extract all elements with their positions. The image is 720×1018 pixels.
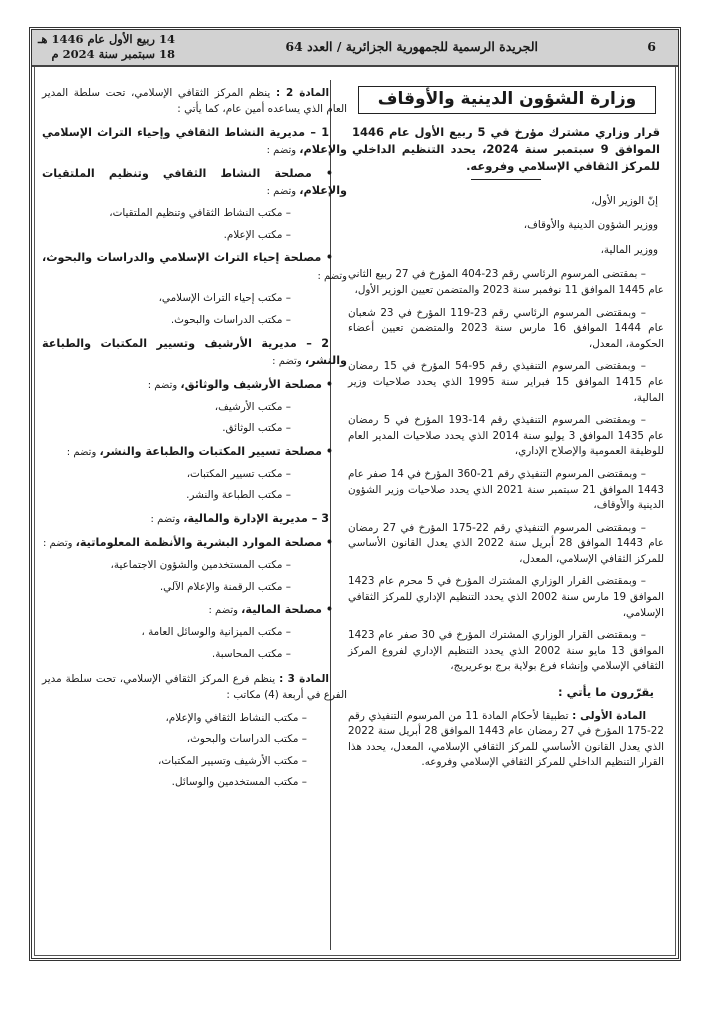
office-item: – مكتب تسيير المكتبات،: [186, 467, 291, 480]
office-item: – مكتب المستخدمين والوسائل.: [171, 776, 307, 789]
decision-heading: يقرّرون ما يأتي :: [558, 685, 654, 700]
includes-label: وتضم :: [266, 145, 300, 157]
service-heading: [42, 534, 347, 552]
consideration: – وبمقتضى المرسوم الرئاسي رقم 23-119 المؤرخ في 23 شعبان عام 1444 الموافق 16 مارس سنة 2023 والمتضمن تعيين أعضاء الحكومة، المعدل،: [348, 306, 664, 350]
directorate-2-title: 2 – مديرية الأرشيف وتسيير المكتبات والطباعة والنشر،: [42, 336, 347, 367]
journal-header: [32, 30, 678, 67]
consideration: – وبمقتضى المرسوم التنفيذي رقم 95-54 المؤرخ في 15 رمضان عام 1415 الموافق 15 فبراير سنة 1995 الذي يحدد صلاحيات وزير المالية،: [348, 360, 664, 404]
office-item: – مكتب إحياء التراث الإسلامي،: [158, 292, 291, 305]
article-2-label: المادة 2 :: [275, 87, 330, 99]
service-title: • مصلحة الموارد البشرية والأنظمة المعلوماتية،: [75, 535, 333, 549]
office-item: – مكتب المحاسبة.: [211, 647, 291, 660]
includes-label: وتضم :: [147, 379, 181, 391]
directorate-3-title: 3 – مديرية الإدارة والمالية،: [183, 511, 329, 525]
includes-label: وتضم :: [266, 186, 300, 198]
service-heading: [42, 249, 347, 285]
consideration: – وبمقتضى القرار الوزاري المشترك المؤرخ في 30 صفر عام 1423 الموافق 13 مايو سنة 2002 الذي يحدد التنظيم الإداري لفروع المركز الثقافي الإسلامي وإنشاء فرع بولاية برج بوعريريج،: [348, 629, 664, 673]
directorate-heading: [42, 335, 347, 370]
title-separator: [471, 179, 541, 180]
office-item: – مكتب المستخدمين والشؤون الاجتماعية،: [110, 558, 291, 571]
journal-title: الجريدة الرسمية للجمهورية الجزائرية / العدد 64: [285, 39, 538, 54]
service-heading: [42, 376, 347, 394]
office-item: – مكتب الوثائق.: [222, 422, 291, 435]
service-heading: [42, 601, 347, 619]
article-2: [42, 86, 347, 117]
office-item: – مكتب النشاط الثقافي وتنظيم الملتقيات،: [109, 207, 291, 220]
left-column: [42, 86, 347, 797]
office-item: – مكتب الرقمنة والإعلام الآلي.: [159, 580, 291, 593]
office-item: – مكتب الميزانية والوسائل العامة ،: [141, 626, 291, 639]
directorate-heading: [42, 124, 347, 159]
article-3-text: ينظم فرع المركز الثقافي الإسلامي، تحت سلطة مدير الفرع في أربعة (4) مكاتب :: [42, 673, 347, 701]
date-gregorian: 18 سبتمبر سنة 2024 م: [51, 47, 175, 61]
page-frame: [29, 27, 681, 961]
consideration: – وبمقتضى القرار الوزاري المشترك المؤرخ في 5 محرم عام 1423 الموافق 19 مارس سنة 2002 الذي يحدد التنظيم الإداري للمركز الثقافي الإسلامي،: [348, 575, 664, 619]
service-heading: [42, 165, 347, 200]
service-title: • مصلحة المالية،: [241, 603, 333, 617]
includes-label: وتضم :: [150, 513, 184, 525]
article-1: [348, 709, 664, 771]
includes-label: وتضم :: [208, 605, 242, 617]
office-item: – مكتب الدراسات والبحوث،: [186, 733, 307, 746]
article-1-label: المادة الأولى :: [572, 709, 646, 722]
service-title: • مصلحة تسيير المكتبات والطباعة والنشر،: [99, 444, 333, 458]
service-title: • مصلحة النشاط الثقافي وتنظيم الملتقيات والإعلام،: [42, 167, 347, 198]
page-number: 6: [647, 39, 656, 54]
directorate-1-title: 1 – مديرية النشاط الثقافي وإحياء التراث الإسلامي والإعلام،: [42, 126, 347, 157]
date-hijri: 14 ربيع الأول عام 1446 هـ: [38, 32, 175, 46]
consideration: – وبمقتضى المرسوم التنفيذي رقم 21-360 المؤرخ في 14 صفر عام 1443 الموافق 21 سبتمبر سنة 2021 الذي يحدد صلاحيات وزير الشؤون الدينية والأوقاف،: [348, 467, 664, 512]
ministry-heading: وزارة الشؤون الدينية والأوقاف: [358, 86, 656, 114]
office-item: – مكتب الدراسات والبحوث.: [170, 313, 291, 326]
article-3: [42, 672, 347, 703]
article-1-text: تطبيقا لأحكام المادة 11 من المرسوم التنفيذي رقم 22-175 المؤرخ في 27 رمضان عام 1443 الموافق 28 أبريل سنة 2022 الذي يعدل القانون الأساسي للمركز الثقافي الإسلامي، المعدل، يحدد هذا القرار التنظيم الداخلي للمركز الثقافي الإسلامي وفروعه.: [348, 709, 664, 769]
includes-label: وتضم :: [66, 446, 100, 458]
consideration: – بمقتضى المرسوم الرئاسي رقم 23-404 المؤرخ في 27 ربيع الثاني عام 1445 الموافق 11 نوفمبر سنة 2023 والمتضمن تعيين الوزير الأول،: [348, 268, 664, 296]
preamble-line: إنّ الوزير الأول،: [591, 194, 658, 207]
right-column: [348, 86, 664, 778]
service-title: • مصلحة إحياء التراث الإسلامي والدراسات والبحوث،: [42, 251, 333, 265]
includes-label: وتضم :: [317, 271, 347, 283]
consideration: – وبمقتضى المرسوم التنفيذي رقم 22-175 المؤرخ في 27 رمضان عام 1443 الموافق 28 أبريل سنة 2022 الذي يعدل القانون الأساسي للمركز الثقافي الإسلامي، المعدل،: [348, 521, 664, 565]
article-2-text: ينظم المركز الثقافي الإسلامي، تحت سلطة المدير العام الذي يساعده أمين عام، كما يأتي :: [42, 87, 347, 115]
office-item: – مكتب النشاط الثقافي والإعلام،: [165, 711, 307, 724]
issue-date: [38, 32, 175, 62]
includes-label: وتضم :: [42, 537, 76, 549]
service-heading: [42, 443, 347, 461]
office-item: – مكتب الأرشيف،: [214, 400, 291, 413]
preamble-line: ووزير الشؤون الدينية والأوقاف،: [523, 219, 658, 232]
includes-label: وتضم :: [272, 355, 305, 367]
service-title: • مصلحة الأرشيف والوثائق،: [180, 377, 333, 391]
consideration: – وبمقتضى المرسوم التنفيذي رقم 14-193 المؤرخ في 5 رمضان عام 1435 الموافق 3 يوليو سنة 2014 الذي يحدد صلاحيات المدير العام للوظيفة العمومية والإصلاح الإداري،: [348, 414, 665, 458]
directorate-heading: [42, 510, 347, 528]
article-3-label: المادة 3 :: [279, 673, 329, 686]
office-item: – مكتب الإعلام.: [223, 228, 291, 241]
decree-title: قرار وزاري مشترك مؤرخ في 5 ربيع الأول عام 1446 الموافق 9 سبتمبر سنة 2024، يحدد التنظيم الداخلي للمركز الثقافي الإسلامي وفروعه.: [352, 124, 661, 173]
preamble-line: ووزير المالية،: [600, 243, 658, 256]
office-item: – مكتب الأرشيف وتسيير المكتبات،: [157, 754, 307, 767]
office-item: – مكتب الطباعة والنشر.: [186, 489, 291, 502]
